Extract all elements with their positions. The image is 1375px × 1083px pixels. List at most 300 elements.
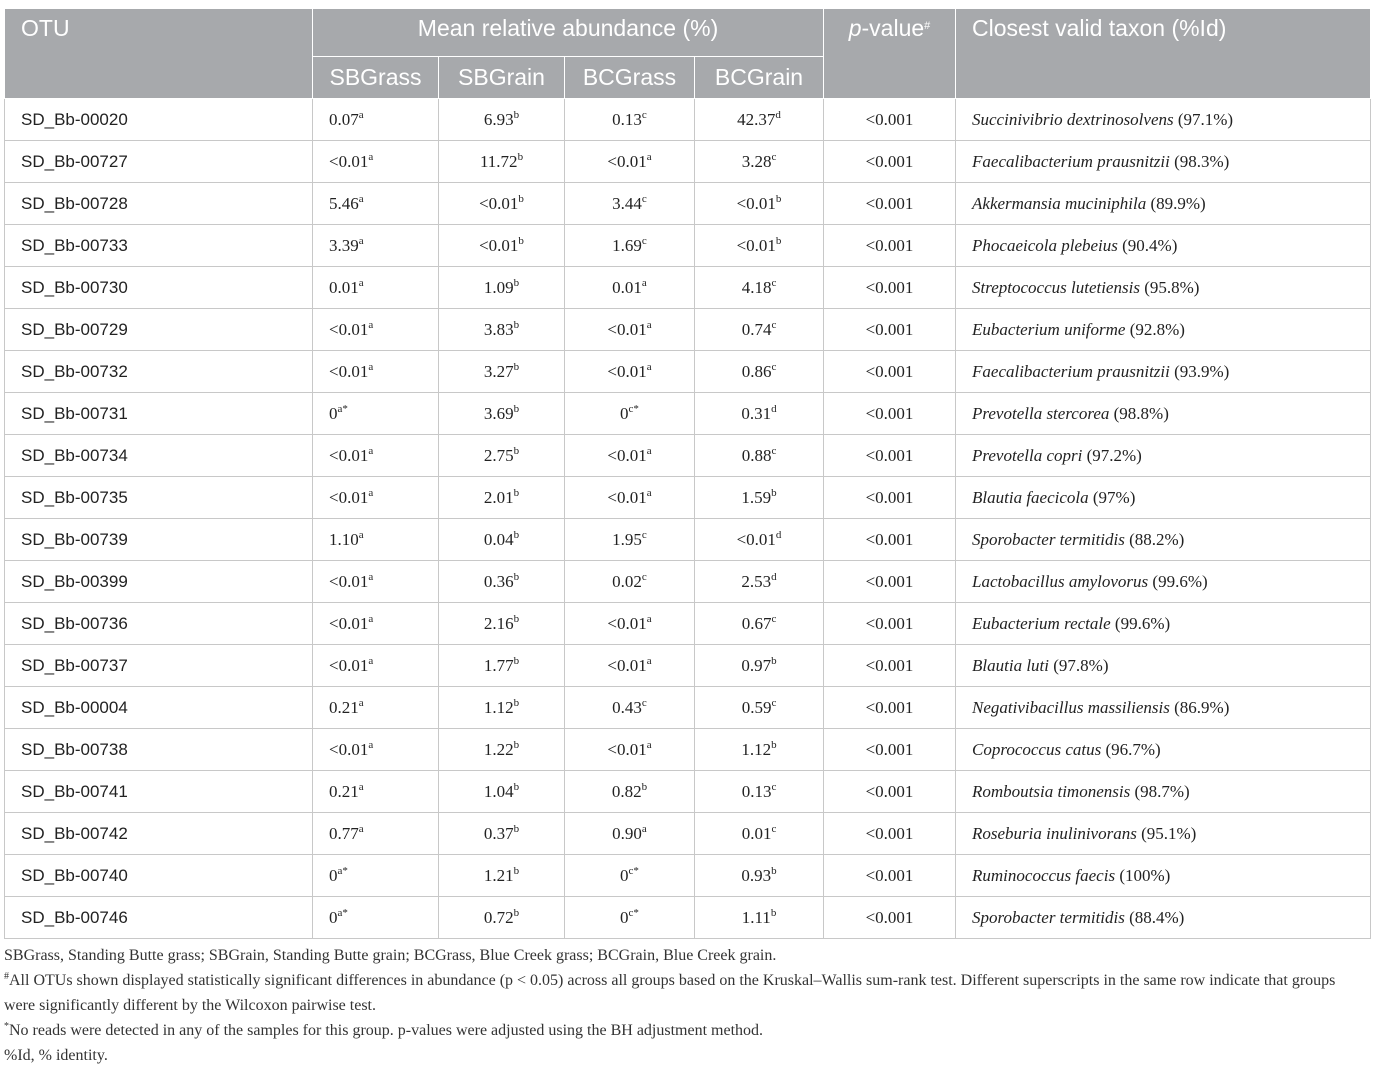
taxon-cell <box>956 603 1371 645</box>
table-row <box>5 897 1371 939</box>
table-row <box>5 351 1371 393</box>
significance-letter: a <box>368 612 374 625</box>
significance-letter: a <box>646 318 652 331</box>
significance-letter: a <box>646 654 652 667</box>
header-group-bcgrass: BCGrass <box>565 57 695 99</box>
abundance-value: 0.02 <box>612 571 642 591</box>
taxon-cell <box>956 477 1371 519</box>
taxon-identity: (98.3%) <box>1174 151 1230 171</box>
abundance-cell <box>313 813 439 855</box>
abundance-value: 3.44 <box>612 193 642 213</box>
table-row <box>5 771 1371 813</box>
abundance-value: 0.74 <box>741 319 772 339</box>
significance-letter: b <box>513 612 520 625</box>
abundance-value: 0.59 <box>741 697 772 717</box>
otu-cell: SD_Bb-00728 <box>5 183 313 225</box>
otu-cell: SD_Bb-00020 <box>5 99 313 141</box>
abundance-cell <box>695 183 824 225</box>
abundance-value: 0 <box>329 403 338 423</box>
significance-letter: b <box>771 738 777 751</box>
otu-cell: SD_Bb-00004 <box>5 687 313 729</box>
significance-letter: b <box>641 780 648 793</box>
abundance-value: 0.01 <box>612 277 642 297</box>
abundance-value: 42.37 <box>737 109 776 129</box>
significance-letter: a <box>368 570 374 583</box>
table-row <box>5 309 1371 351</box>
significance-letter: a <box>368 486 374 499</box>
taxon-identity: (86.9%) <box>1174 697 1230 717</box>
taxon-name: Akkermansia muciniphila <box>972 193 1147 213</box>
abundance-cell <box>313 645 439 687</box>
significance-letter: b <box>775 234 782 247</box>
abundance-value: 1.10 <box>329 529 359 549</box>
p-value-cell: <0.001 <box>824 519 956 561</box>
p-value-cell: <0.001 <box>824 393 956 435</box>
footnote-hash-text: All OTUs shown displayed statistically significant differences in abundance (p < 0.05) across all groups based on the Kruskal–Wallis sum-rank test. Different superscripts in the same row indicate that groups were significantly different by the Wilcoxon pairwise test. <box>4 972 1336 1014</box>
abundance-value: 0.04 <box>483 529 514 549</box>
abundance-value: 0.07 <box>329 109 359 129</box>
abundance-value: <0.01 <box>607 739 647 759</box>
abundance-value: 4.18 <box>741 277 772 297</box>
otu-cell: SD_Bb-00730 <box>5 267 313 309</box>
taxon-name: Negativibacillus massiliensis <box>972 697 1170 717</box>
abundance-cell <box>565 477 695 519</box>
abundance-cell <box>565 897 695 939</box>
p-value-cell: <0.001 <box>824 99 956 141</box>
significance-letter: c* <box>628 864 639 877</box>
abundance-value: <0.01 <box>607 319 647 339</box>
taxon-identity: (96.7%) <box>1105 739 1161 759</box>
abundance-cell <box>565 645 695 687</box>
abundance-cell <box>565 771 695 813</box>
significance-letter: a <box>358 234 364 247</box>
abundance-value: 0.01 <box>741 823 772 843</box>
abundance-cell <box>313 225 439 267</box>
abundance-value: 1.09 <box>483 277 514 297</box>
abundance-value: <0.01 <box>329 655 369 675</box>
abundance-value: 1.04 <box>483 781 514 801</box>
abundance-value: 3.83 <box>483 319 514 339</box>
abundance-value: <0.01 <box>736 235 776 255</box>
significance-letter: b <box>518 192 524 205</box>
abundance-cell <box>313 477 439 519</box>
significance-letter: a <box>358 276 364 289</box>
abundance-value: 11.72 <box>479 151 518 171</box>
taxon-name: Roseburia inulinivorans <box>972 823 1137 843</box>
p-value-cell: <0.001 <box>824 267 956 309</box>
abundance-cell <box>439 645 565 687</box>
significance-letter: c <box>771 150 777 163</box>
taxon-name: Coprococcus catus <box>972 739 1102 759</box>
table-row <box>5 855 1371 897</box>
table-container <box>4 8 1370 1068</box>
abundance-value: 0.86 <box>741 361 772 381</box>
table-body <box>5 99 1371 939</box>
abundance-value: 3.27 <box>483 361 514 381</box>
p-value-cell: <0.001 <box>824 435 956 477</box>
significance-letter: b <box>513 402 520 415</box>
abundance-cell <box>695 687 824 729</box>
abundance-value: <0.01 <box>329 613 369 633</box>
taxon-cell <box>956 141 1371 183</box>
abundance-value: <0.01 <box>607 151 647 171</box>
abundance-cell <box>439 561 565 603</box>
abundance-cell <box>439 225 565 267</box>
significance-letter: c <box>641 570 647 583</box>
abundance-value: 0.37 <box>483 823 514 843</box>
abundance-value: 2.01 <box>483 487 514 507</box>
abundance-cell <box>565 561 695 603</box>
p-value-cell: <0.001 <box>824 729 956 771</box>
significance-letter: a <box>358 822 364 835</box>
significance-letter: d <box>771 402 777 415</box>
p-value-cell: <0.001 <box>824 813 956 855</box>
significance-letter: b <box>513 570 520 583</box>
table-row <box>5 435 1371 477</box>
otu-cell: SD_Bb-00736 <box>5 603 313 645</box>
taxon-cell <box>956 435 1371 477</box>
abundance-cell <box>695 435 824 477</box>
abundance-value: <0.01 <box>479 235 519 255</box>
abundance-cell <box>695 645 824 687</box>
taxon-name: Blautia faecicola <box>972 487 1089 507</box>
taxon-name: Faecalibacterium prausnitzii <box>972 151 1170 171</box>
significance-letter: b <box>513 696 520 709</box>
taxon-name: Succinivibrio dextrinosolvens <box>972 109 1174 129</box>
table-header <box>5 9 1371 99</box>
abundance-cell <box>313 435 439 477</box>
table-row <box>5 603 1371 645</box>
taxon-cell <box>956 309 1371 351</box>
abundance-value: 0 <box>620 403 629 423</box>
significance-letter: d <box>771 570 777 583</box>
abundance-cell <box>695 99 824 141</box>
taxon-cell <box>956 771 1371 813</box>
abundance-cell <box>695 855 824 897</box>
taxon-name: Sporobacter termitidis <box>972 529 1125 549</box>
table-row <box>5 225 1371 267</box>
significance-letter: d <box>775 108 781 121</box>
abundance-cell <box>565 393 695 435</box>
taxon-cell <box>956 729 1371 771</box>
abundance-cell <box>565 687 695 729</box>
abundance-value: 0.90 <box>612 823 642 843</box>
abundance-value: <0.01 <box>607 613 647 633</box>
abundance-cell <box>313 267 439 309</box>
significance-letter: a <box>368 318 374 331</box>
abundance-value: 2.16 <box>483 613 514 633</box>
taxon-cell <box>956 351 1371 393</box>
footnote-star-text: No reads were detected in any of the samples for this group. p-values were adjusted using the BH adjustment method. <box>9 1022 764 1039</box>
header-p-value <box>824 9 956 99</box>
abundance-value: 1.77 <box>483 655 514 675</box>
abundance-value: 1.12 <box>741 739 772 759</box>
significance-letter: b <box>513 444 520 457</box>
abundance-cell <box>313 561 439 603</box>
abundance-cell <box>439 183 565 225</box>
taxon-identity: (90.4%) <box>1122 235 1178 255</box>
abundance-value: <0.01 <box>736 193 776 213</box>
taxon-name: Lactobacillus amylovorus <box>972 571 1149 591</box>
significance-letter: b <box>513 780 520 793</box>
significance-letter: a <box>646 486 652 499</box>
abundance-cell <box>565 141 695 183</box>
abundance-cell <box>695 393 824 435</box>
abundance-table <box>4 8 1371 939</box>
abundance-cell <box>439 813 565 855</box>
abundance-cell <box>313 729 439 771</box>
p-value-cell: <0.001 <box>824 603 956 645</box>
abundance-cell <box>439 855 565 897</box>
taxon-identity: (97.8%) <box>1053 655 1109 675</box>
significance-letter: c <box>641 108 647 121</box>
abundance-cell <box>313 519 439 561</box>
taxon-name: Sporobacter termitidis <box>972 907 1125 927</box>
table-row <box>5 687 1371 729</box>
taxon-name: Eubacterium uniforme <box>972 319 1126 339</box>
taxon-identity: (88.4%) <box>1129 907 1185 927</box>
abundance-cell <box>313 771 439 813</box>
taxon-cell <box>956 393 1371 435</box>
header-otu: OTU <box>5 9 313 99</box>
abundance-value: <0.01 <box>329 361 369 381</box>
taxon-cell <box>956 897 1371 939</box>
significance-letter: b <box>513 864 520 877</box>
significance-letter: a <box>368 150 374 163</box>
significance-letter: c <box>641 696 647 709</box>
abundance-cell <box>565 603 695 645</box>
abundance-cell <box>695 351 824 393</box>
significance-letter: c <box>771 318 777 331</box>
abundance-value: 1.59 <box>741 487 772 507</box>
abundance-cell <box>565 225 695 267</box>
significance-letter: c <box>771 360 777 373</box>
header-taxon: Closest valid taxon (%Id) <box>956 9 1371 99</box>
abundance-cell <box>313 99 439 141</box>
significance-letter: a <box>368 738 374 751</box>
significance-letter: a <box>368 360 374 373</box>
abundance-value: <0.01 <box>329 151 369 171</box>
abundance-value: <0.01 <box>329 739 369 759</box>
taxon-name: Prevotella copri <box>972 445 1083 465</box>
p-value-cell: <0.001 <box>824 561 956 603</box>
significance-letter: b <box>518 234 524 247</box>
abundance-value: 0.36 <box>483 571 514 591</box>
significance-letter: c <box>641 528 647 541</box>
abundance-cell <box>313 351 439 393</box>
abundance-cell <box>565 855 695 897</box>
abundance-cell <box>313 897 439 939</box>
taxon-cell <box>956 183 1371 225</box>
abundance-value: 1.12 <box>483 697 514 717</box>
header-group-sbgrass: SBGrass <box>313 57 439 99</box>
significance-letter: a <box>646 738 652 751</box>
abundance-value: <0.01 <box>479 193 519 213</box>
significance-letter: a <box>358 780 364 793</box>
taxon-identity: (93.9%) <box>1174 361 1230 381</box>
p-value-cell: <0.001 <box>824 687 956 729</box>
abundance-value: <0.01 <box>607 445 647 465</box>
abundance-cell <box>695 309 824 351</box>
otu-cell: SD_Bb-00732 <box>5 351 313 393</box>
significance-letter: b <box>513 318 520 331</box>
abundance-value: <0.01 <box>329 571 369 591</box>
abundance-value: 2.75 <box>483 445 514 465</box>
header-p-italic: p <box>848 15 862 41</box>
significance-letter: b <box>513 276 520 289</box>
abundance-cell <box>313 393 439 435</box>
taxon-identity: (98.8%) <box>1113 403 1169 423</box>
p-value-cell: <0.001 <box>824 645 956 687</box>
abundance-value: 0.01 <box>329 277 359 297</box>
abundance-value: 0.21 <box>329 781 359 801</box>
taxon-identity: (97.1%) <box>1177 109 1234 129</box>
taxon-identity: (100%) <box>1119 865 1171 885</box>
table-row <box>5 183 1371 225</box>
header-p-rest: -value <box>861 15 925 41</box>
table-row <box>5 561 1371 603</box>
significance-letter: c <box>771 444 777 457</box>
abundance-value: <0.01 <box>607 361 647 381</box>
otu-cell: SD_Bb-00737 <box>5 645 313 687</box>
otu-cell: SD_Bb-00742 <box>5 813 313 855</box>
abundance-value: 0.77 <box>329 823 359 843</box>
significance-letter: b <box>513 738 520 751</box>
significance-letter: a* <box>337 864 348 877</box>
otu-cell: SD_Bb-00746 <box>5 897 313 939</box>
abundance-cell <box>695 771 824 813</box>
abundance-cell <box>695 813 824 855</box>
abundance-value: 1.11 <box>741 907 771 927</box>
significance-letter: c <box>771 276 777 289</box>
significance-letter: c <box>641 234 647 247</box>
otu-cell: SD_Bb-00734 <box>5 435 313 477</box>
abundance-value: 3.39 <box>329 235 359 255</box>
significance-letter: a <box>358 528 364 541</box>
abundance-value: 5.46 <box>329 193 359 213</box>
abundance-cell <box>565 309 695 351</box>
table-row <box>5 267 1371 309</box>
header-group-bcgrain: BCGrain <box>695 57 824 99</box>
taxon-cell <box>956 267 1371 309</box>
significance-letter: b <box>771 864 777 877</box>
abundance-cell <box>439 477 565 519</box>
abundance-value: 0.43 <box>612 697 642 717</box>
abundance-cell <box>565 99 695 141</box>
abundance-cell <box>565 267 695 309</box>
significance-letter: a <box>358 192 364 205</box>
footnote-abbreviations: SBGrass, Standing Butte grass; SBGrain, Standing Butte grain; BCGrass, Blue Creek grass; BCGrain, Blue Creek grain. <box>4 947 777 964</box>
abundance-cell <box>439 99 565 141</box>
otu-cell: SD_Bb-00733 <box>5 225 313 267</box>
significance-letter: b <box>771 486 777 499</box>
significance-letter: c* <box>628 402 639 415</box>
table-row <box>5 645 1371 687</box>
taxon-name: Phocaeicola plebeius <box>972 235 1118 255</box>
otu-cell: SD_Bb-00738 <box>5 729 313 771</box>
p-value-cell: <0.001 <box>824 351 956 393</box>
taxon-name: Romboutsia timonensis <box>972 781 1131 801</box>
abundance-value: 1.21 <box>483 865 514 885</box>
taxon-name: Eubacterium rectale <box>972 613 1111 633</box>
abundance-value: 0 <box>329 865 338 885</box>
taxon-cell <box>956 225 1371 267</box>
abundance-cell <box>439 435 565 477</box>
significance-letter: b <box>513 108 520 121</box>
taxon-cell <box>956 645 1371 687</box>
abundance-value: 0.67 <box>741 613 772 633</box>
taxon-name: Prevotella stercorea <box>972 403 1110 423</box>
abundance-value: 2.53 <box>741 571 772 591</box>
significance-letter: a <box>641 276 647 289</box>
otu-cell: SD_Bb-00739 <box>5 519 313 561</box>
significance-letter: b <box>517 150 524 163</box>
abundance-value: 1.95 <box>612 529 642 549</box>
abundance-cell <box>695 477 824 519</box>
abundance-cell <box>439 687 565 729</box>
significance-letter: c* <box>628 906 639 919</box>
abundance-value: 1.69 <box>612 235 642 255</box>
p-value-cell: <0.001 <box>824 225 956 267</box>
taxon-identity: (95.8%) <box>1144 277 1200 297</box>
significance-letter: a <box>368 654 374 667</box>
significance-letter: b <box>770 906 777 919</box>
significance-letter: c <box>771 696 777 709</box>
header-group-sbgrain: SBGrain <box>439 57 565 99</box>
abundance-value: <0.01 <box>329 445 369 465</box>
abundance-value: 0.93 <box>741 865 772 885</box>
significance-letter: a <box>646 444 652 457</box>
abundance-value: 0 <box>620 907 629 927</box>
abundance-value: <0.01 <box>329 487 369 507</box>
taxon-identity: (89.9%) <box>1150 193 1206 213</box>
abundance-cell <box>439 309 565 351</box>
significance-letter: b <box>775 192 782 205</box>
abundance-cell <box>439 351 565 393</box>
abundance-cell <box>439 393 565 435</box>
taxon-identity: (99.6%) <box>1152 571 1208 591</box>
abundance-value: 0.72 <box>483 907 514 927</box>
significance-letter: a <box>646 612 652 625</box>
abundance-value: 0.82 <box>611 781 642 801</box>
significance-letter: a <box>358 108 364 121</box>
abundance-cell <box>439 771 565 813</box>
significance-letter: b <box>513 654 520 667</box>
abundance-value: 0.13 <box>741 781 772 801</box>
table-row <box>5 99 1371 141</box>
otu-cell: SD_Bb-00399 <box>5 561 313 603</box>
abundance-value: 0.97 <box>741 655 772 675</box>
p-value-cell: <0.001 <box>824 477 956 519</box>
abundance-cell <box>313 141 439 183</box>
taxon-name: Blautia luti <box>972 655 1049 675</box>
p-value-cell: <0.001 <box>824 141 956 183</box>
taxon-name: Ruminococcus faecis <box>972 865 1116 885</box>
significance-letter: b <box>513 822 520 835</box>
abundance-cell <box>313 855 439 897</box>
otu-cell: SD_Bb-00735 <box>5 477 313 519</box>
p-value-cell: <0.001 <box>824 855 956 897</box>
abundance-value: 0.31 <box>741 403 772 423</box>
abundance-cell <box>695 141 824 183</box>
taxon-identity: (97.2%) <box>1086 445 1142 465</box>
significance-letter: d <box>775 528 782 541</box>
abundance-value: <0.01 <box>736 529 776 549</box>
taxon-name: Streptococcus lutetiensis <box>972 277 1140 297</box>
abundance-value: 6.93 <box>483 109 514 129</box>
taxon-cell <box>956 855 1371 897</box>
taxon-cell <box>956 519 1371 561</box>
